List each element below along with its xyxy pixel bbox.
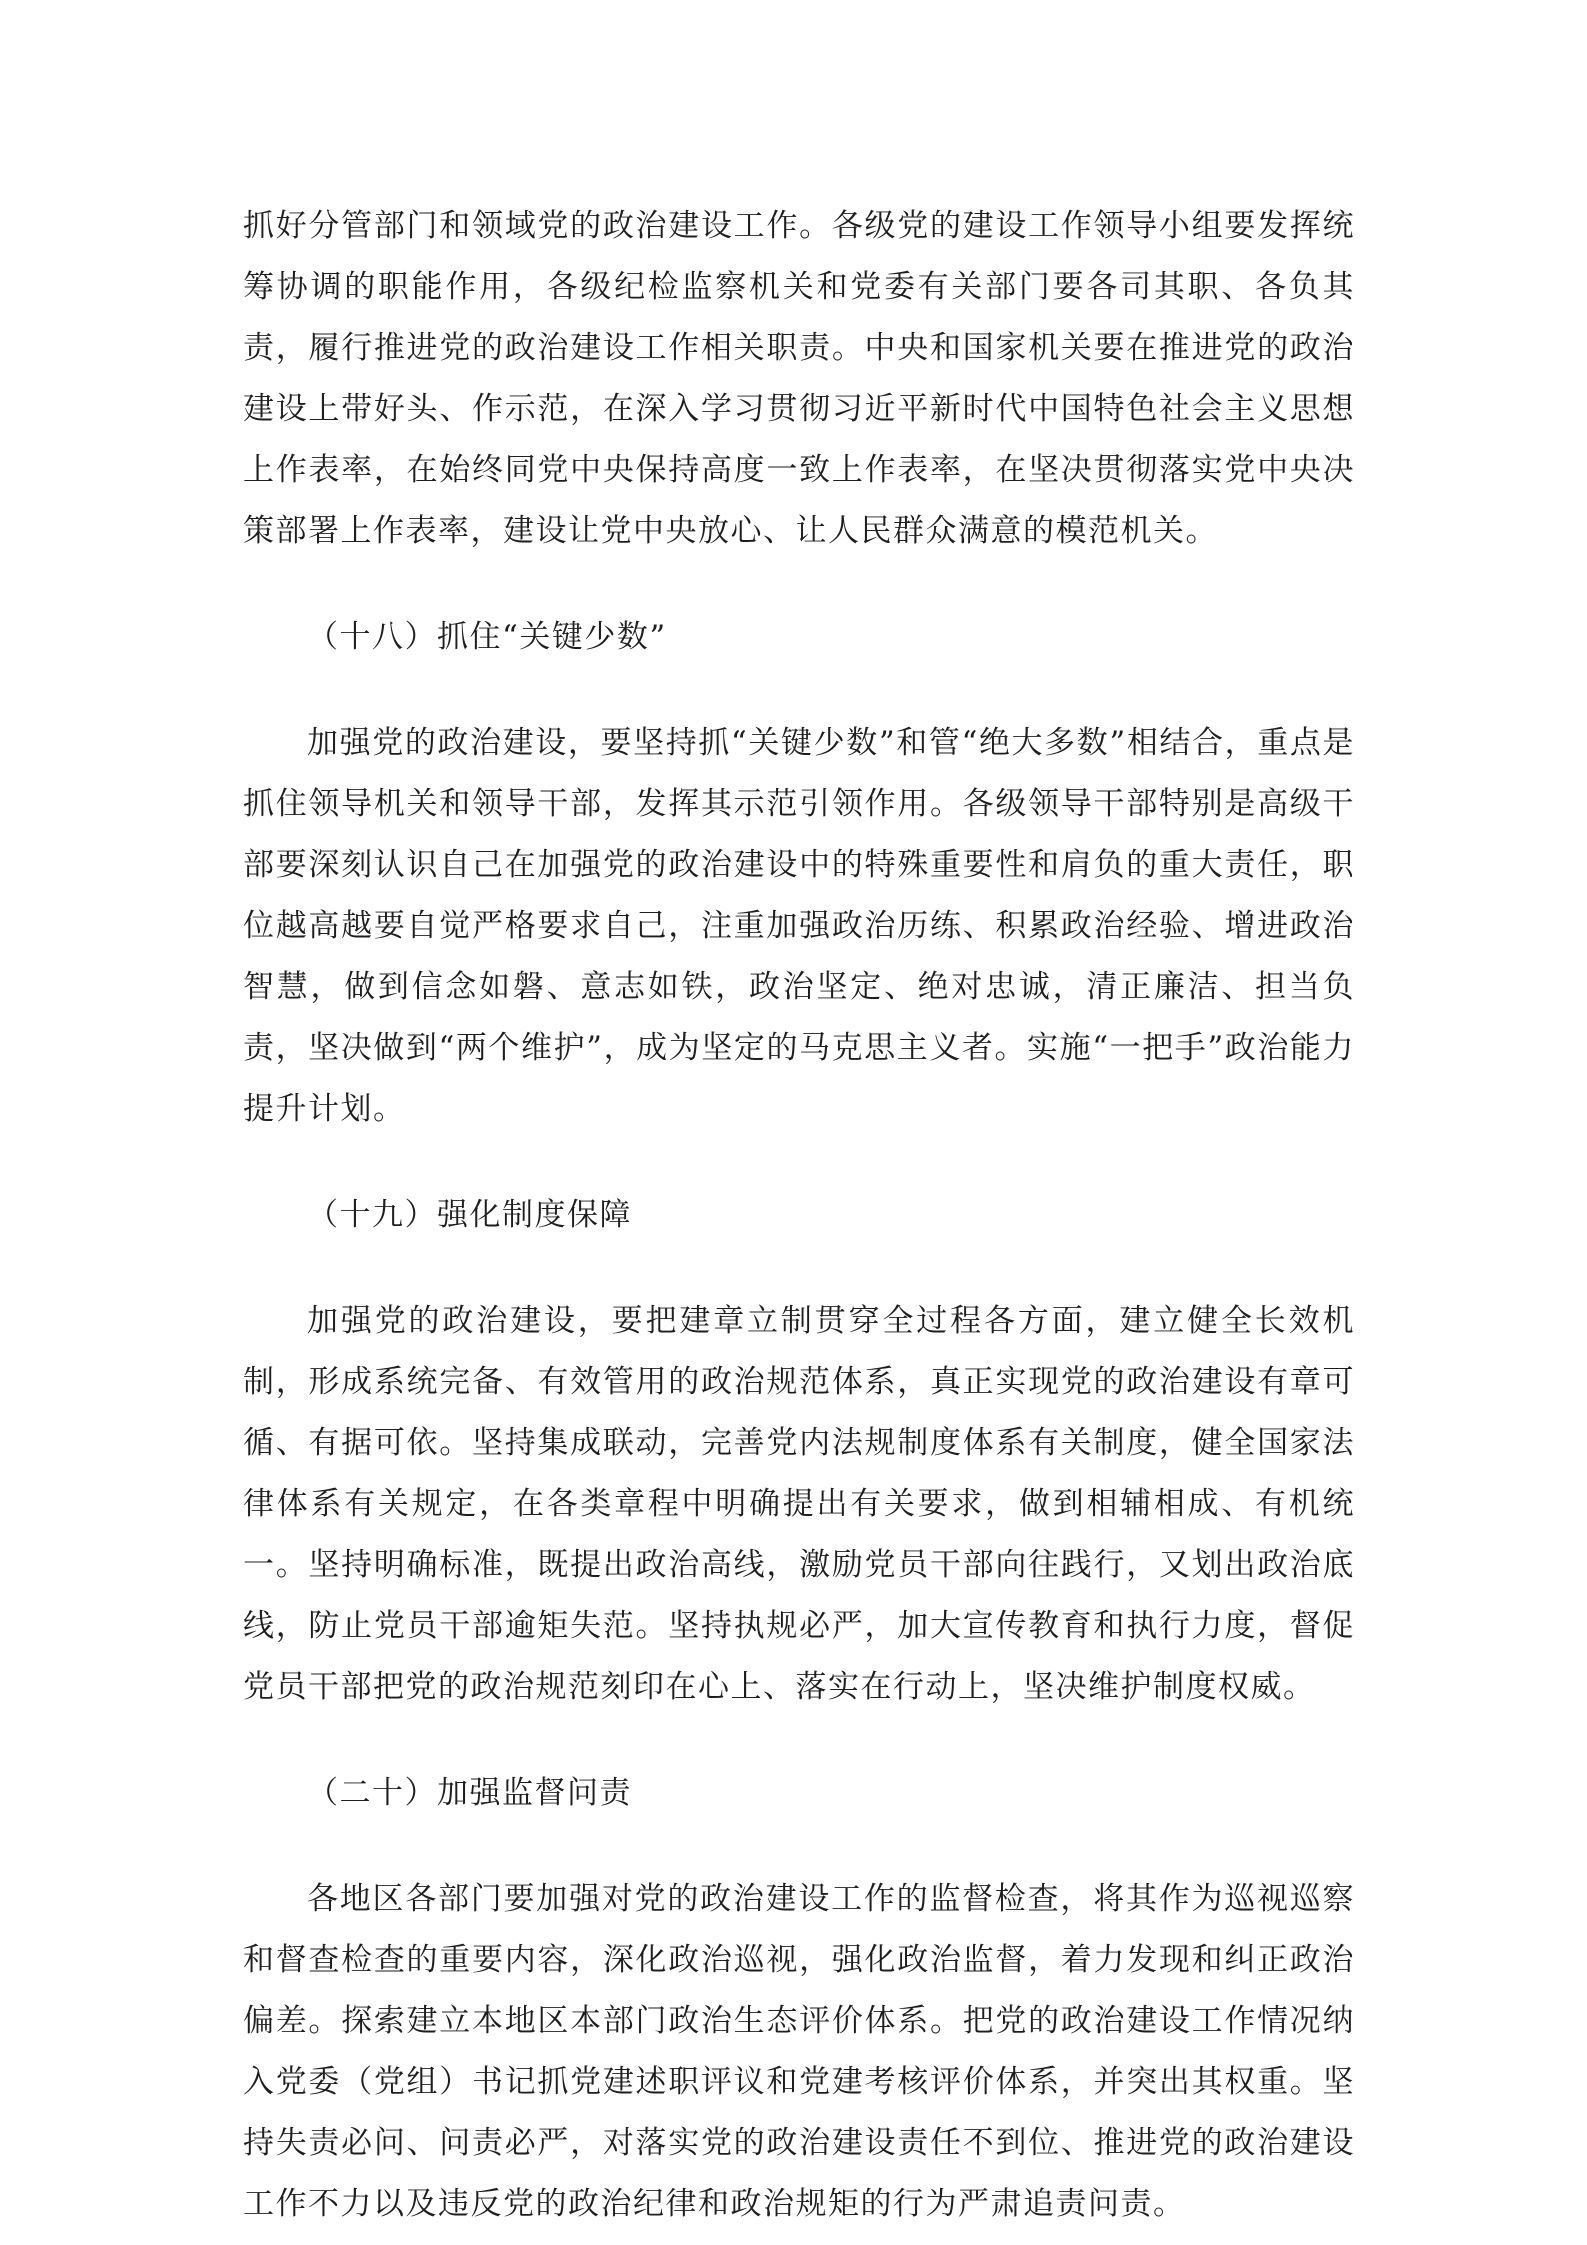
paragraph-section-19: 加强党的政治建设，要把建章立制贯穿全过程各方面，建立健全长效机制，形成系统完备、有效管用的政治规范体系，真正实现党的政治建设有章可循、有据可依。坚持集成联动，完善党内法规制度体系有关制度，健全国家法律体系有关规定，在各类章程中明确提出有关要求，做到相辅相成、有机统一。坚持明确标准，既提出政治高线，激励党员干部向往践行，又划出政治底线，防止党员干部逾矩失范。坚持执规必严，加大宣传教育和执行力度，督促党员干部把党的政治规范刻印在心上、落实在行动上，坚决维护制度权威。 [243,1303,1355,1705]
section-heading-19: （十九）强化制度保障 [307,1197,632,1233]
section-heading-18: （十八）抓住“关键少数” [307,619,667,655]
paragraph-section-18: 加强党的政治建设，要坚持抓“关键少数”和管“绝大多数”相结合，重点是抓住领导机关和领导干部，发挥其示范引领作用。各级领导干部特别是高级干部要深刻认识自己在加强党的政治建设中的特殊重要性和肩负的重大责任，职位越高越要自觉严格要求自己，注重加强政治历练、积累政治经验、增进政治智慧，做到信念如磐、意志如铁，政治坚定、绝对忠诚，清正廉洁、担当负责，坚决做到“两个维护”，成为坚定的马克思主义者。实施“一把手”政治能力提升计划。 [243,725,1355,1127]
section-heading-20: （二十）加强监督问责 [307,1775,632,1811]
paragraph-section-20: 各地区各部门要加强对党的政治建设工作的监督检查，将其作为巡视巡察和督查检查的重要内容，深化政治巡视，强化政治监督，着力发现和纠正政治偏差。探索建立本地区本部门政治生态评价体系。把党的政治建设工作情况纳入党委（党组）书记抓党建述职评议和党建考核评价体系，并突出其权重。坚持失责必问、问责必严，对落实党的政治建设责任不到位、推进党的政治建设工作不力以及违反党的政治纪律和政治规矩的行为严肃追责问责。 [243,1881,1355,2222]
spacer [243,668,1355,713]
spacer [243,1140,1355,1185]
spacer [243,1824,1355,1869]
spacer [243,1246,1355,1291]
document-body [243,196,1355,2235]
spacer [243,1718,1355,1763]
paragraph-continuation: 抓好分管部门和领域党的政治建设工作。各级党的建设工作领导小组要发挥统筹协调的职能作用，各级纪检监察机关和党委有关部门要各司其职、各负其责，履行推进党的政治建设工作相关职责。中央和国家机关要在推进党的政治建设上带好头、作示范，在深入学习贯彻习近平新时代中国特色社会主义思想上作表率，在始终同党中央保持高度一致上作表率，在坚决贯彻落实党中央决策部署上作表率，建设让党中央放心、让人民群众满意的模范机关。 [243,208,1355,549]
spacer [243,562,1355,607]
